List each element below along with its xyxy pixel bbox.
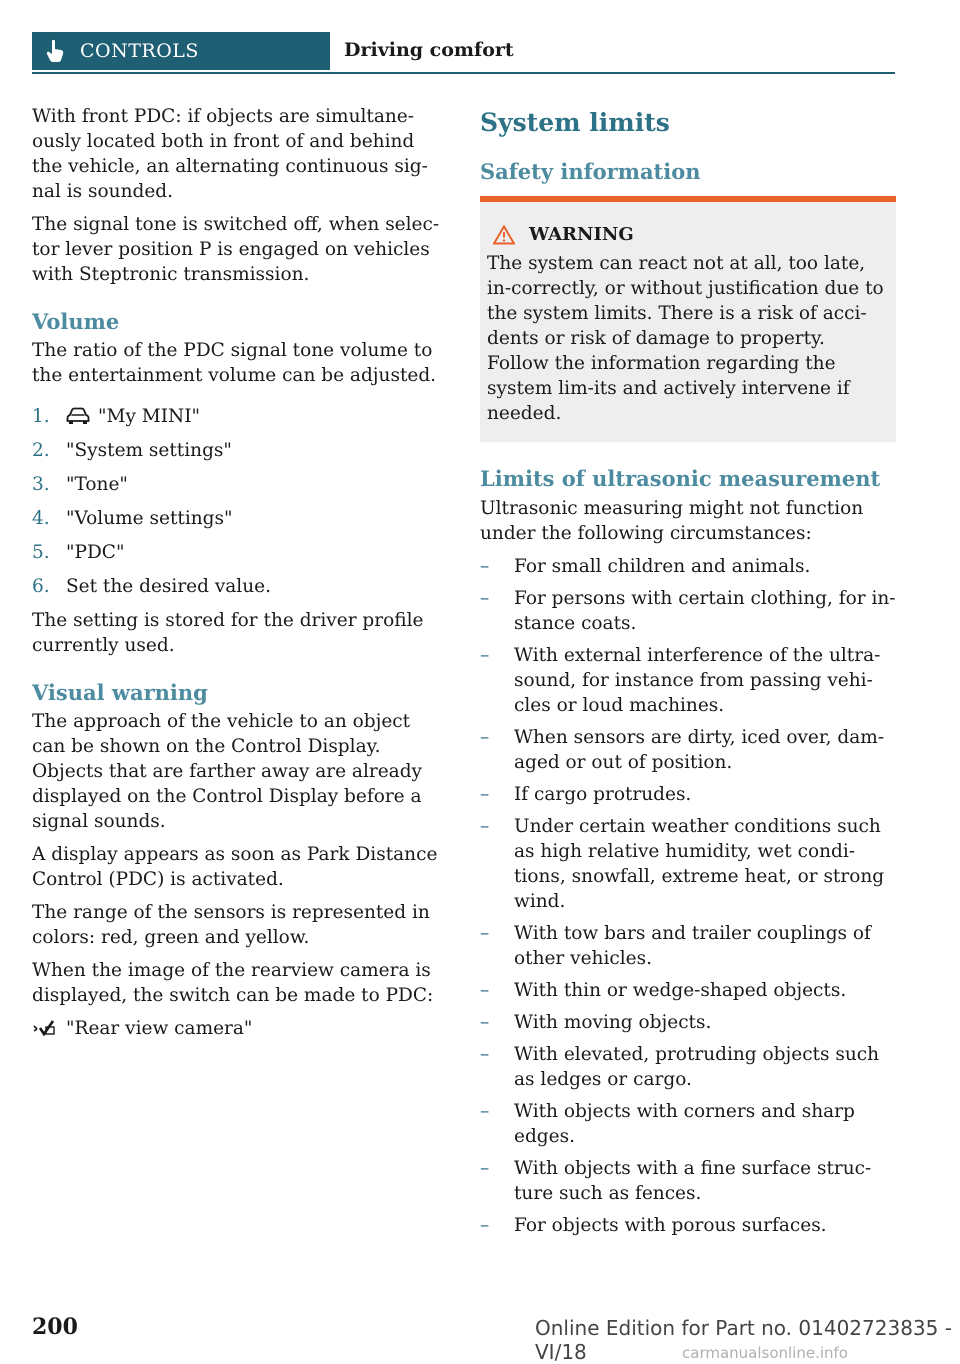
limits-list [480, 554, 896, 1238]
warning-box [480, 196, 896, 442]
visual-paragraph-4: When the image of the rearview camera is displayed, the switch can be made to PDC: [32, 960, 434, 1006]
rear-camera-icon [32, 1018, 58, 1038]
volume-heading: Volume [32, 309, 120, 334]
page-number: 200 [32, 1314, 78, 1340]
watermark: carmanualsonline.info [682, 1344, 848, 1362]
list-item: – With thin or wedge-shaped objects. [480, 980, 847, 1001]
visual-paragraph-1: The approach of the vehicle to an object can be shown on the Control Display. Objects that are farther away are already displayed on the Control Display before a signal sounds. [32, 711, 422, 832]
system-limits-heading: System limits [480, 108, 670, 137]
chapter-title: CONTROLS [80, 40, 199, 62]
edition-footer: Online Edition for Part no. 01402723835 - VI/18 [535, 1316, 952, 1364]
rear-camera-line: "Rear view camera" [32, 1016, 446, 1041]
list-item: – When sensors are dirty, iced over, dam-aged or out of position. [480, 727, 885, 773]
list-item: – With objects with corners and sharp edges. [480, 1101, 855, 1147]
list-item: – For small children and animals. [480, 556, 811, 577]
list-item: – With elevated, protruding objects such as ledges or cargo. [480, 1044, 880, 1090]
chapter-tab [32, 32, 330, 70]
list-item: – For objects with porous surfaces. [480, 1215, 827, 1236]
step-2: 2. "System settings" [32, 440, 232, 461]
car-icon [66, 407, 90, 425]
list-item: – If cargo protrudes. [480, 784, 692, 805]
front-pdc-paragraph: With front PDC: if objects are simultane-ously located both in front of and behind the vehicle, an alternating continuous sig-nal is sounded. [32, 106, 428, 202]
volume-steps [32, 404, 446, 599]
list-item: – With tow bars and trailer couplings of other vehicles. [480, 923, 871, 969]
warning-title: WARNING [487, 224, 890, 245]
warning-text: The system can react not at all, too late, in-correctly, or without justification due to the system limits. There is a risk of acci-dents or risk of damage to property. Follow the information regarding the system lim-its and actively intervene if needed. [487, 253, 884, 424]
right-column [480, 104, 896, 1245]
page-header [32, 32, 895, 74]
list-item: – With objects with a fine surface struc-ture such as fences. [480, 1158, 872, 1204]
visual-paragraph-2: A display appears as soon as Park Distance Control (PDC) is activated. [32, 844, 438, 890]
safety-information-heading: Safety information [480, 159, 701, 184]
step-3: 3. "Tone" [32, 474, 128, 495]
stored-setting-paragraph: The setting is stored for the driver profile currently used. [32, 610, 424, 656]
list-item: – For persons with certain clothing, for in-stance coats. [480, 588, 896, 634]
list-item: – Under certain weather conditions such as high relative humidity, wet condi-tions, snowfall, extreme heat, or strong wind. [480, 816, 885, 912]
pointing-hand-icon [44, 39, 66, 63]
limits-intro: Ultrasonic measuring might not function under the following circumstances: [480, 498, 864, 544]
limits-heading: Limits of ultrasonic measurement [480, 466, 881, 491]
signal-tone-paragraph: The signal tone is switched off, when selec-tor lever position P is engaged on vehicles with Steptronic transmission. [32, 214, 440, 285]
section-title: Driving comfort [344, 39, 514, 61]
step-1: 1. "My MINI" [32, 406, 201, 427]
list-item: – With external interference of the ultra-sound, for instance from passing vehi-cles or loud machines. [480, 645, 881, 716]
visual-paragraph-3: The range of the sensors is represented in colors: red, green and yellow. [32, 902, 430, 948]
list-item: – With moving objects. [480, 1012, 712, 1033]
step-6: 6. Set the desired value. [32, 576, 271, 597]
warning-triangle-icon [493, 225, 515, 245]
visual-warning-heading: Visual warning [32, 680, 208, 705]
step-5: 5. "PDC" [32, 542, 125, 563]
step-4: 4. "Volume settings" [32, 508, 233, 529]
volume-paragraph: The ratio of the PDC signal tone volume to the entertainment volume can be adjusted. [32, 340, 437, 386]
left-column [32, 104, 446, 1049]
